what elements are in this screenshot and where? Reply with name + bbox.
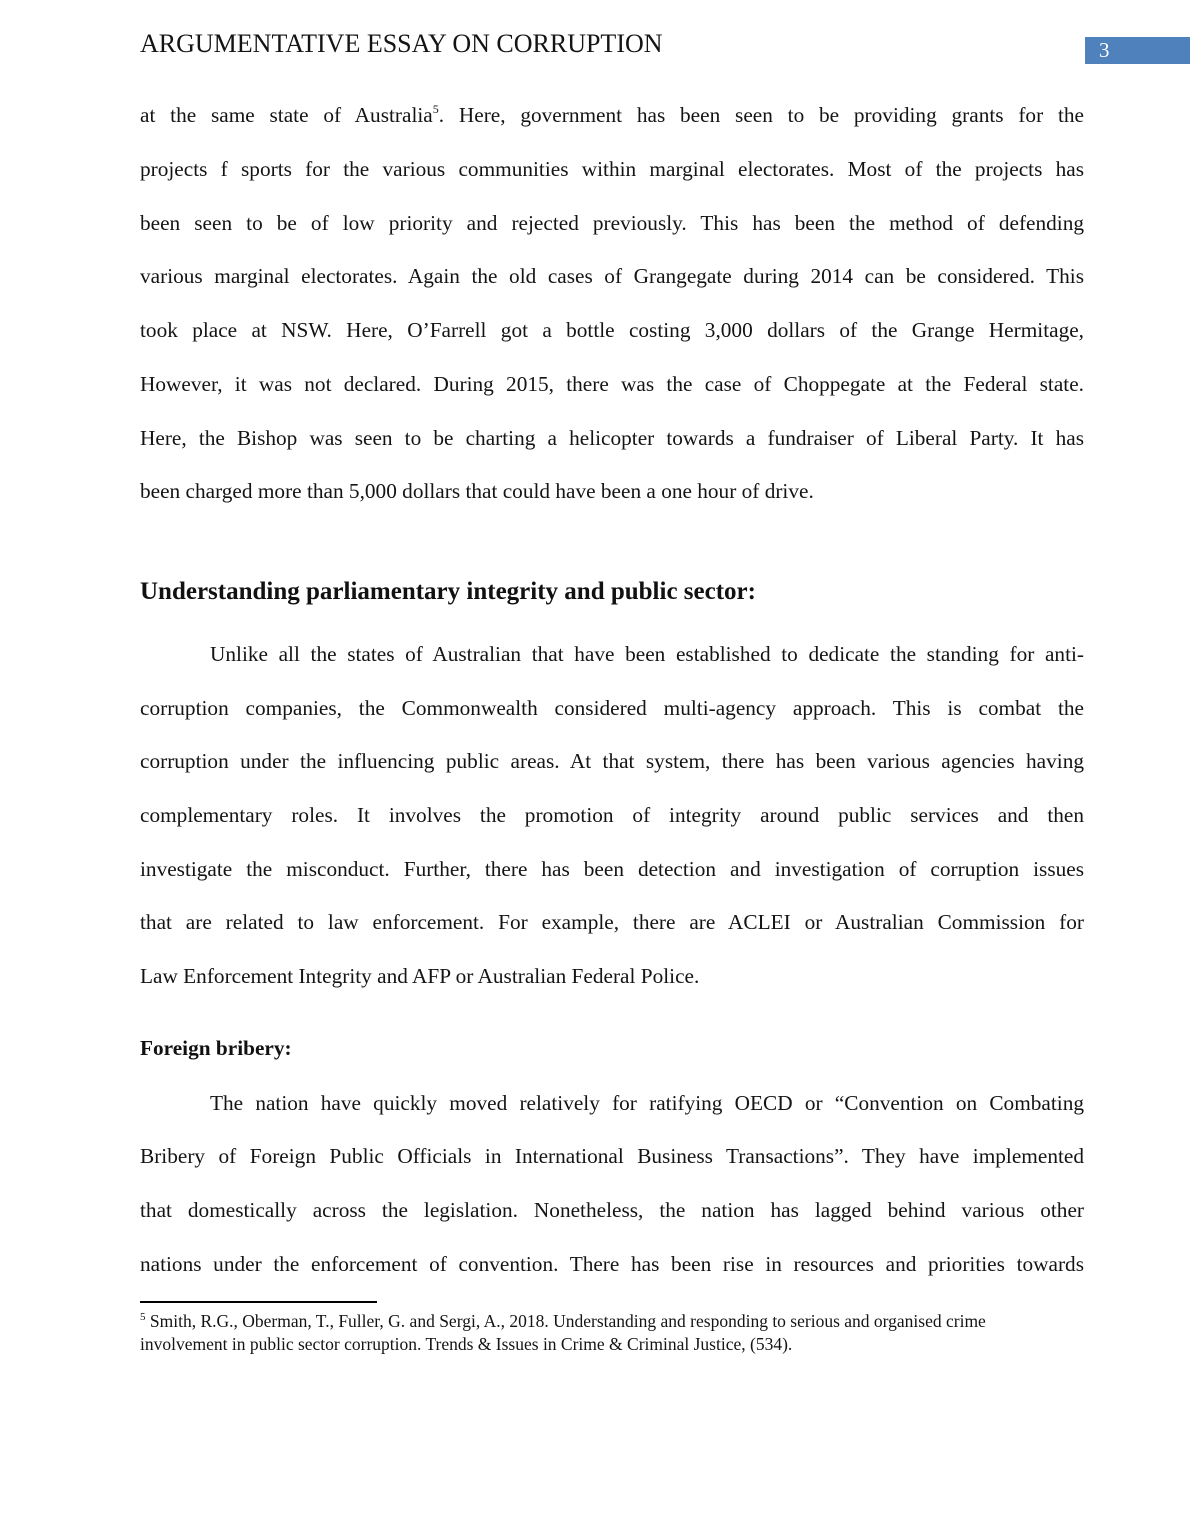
footnote (140, 1310, 1060, 1356)
paragraph-line: corruption under the influencing public areas. At that system, there has been various agencies having (140, 749, 1084, 773)
paragraph-line: investigate the misconduct. Further, there has been detection and investigation of corruption issues (140, 857, 1084, 881)
line-text: . Here, government has been seen to be providing grants for the (438, 103, 1084, 127)
footnote-reference[interactable]: 5 (432, 102, 439, 116)
footnote-marker: 5 (140, 1311, 146, 1323)
paragraph-line: that domestically across the legislation. Nonetheless, the nation has lagged behind various other (140, 1198, 1084, 1222)
paragraph-line: The nation have quickly moved relatively for ratifying OECD or “Convention on Combating (210, 1091, 1084, 1115)
paragraph-line: Unlike all the states of Australian that have been established to dedicate the standing for anti- (210, 642, 1084, 666)
paragraph-line: been charged more than 5,000 dollars that could have been a one hour of drive. (140, 479, 814, 503)
paragraph-line: that are related to law enforcement. For example, there are ACLEI or Australian Commission for (140, 910, 1084, 934)
paragraph-line (140, 101, 1084, 129)
page-number: 3 (1099, 38, 1110, 62)
paragraph-line: been seen to be of low priority and rejected previously. This has been the method of defending (140, 211, 1084, 235)
paragraph-line: Law Enforcement Integrity and AFP or Australian Federal Police. (140, 964, 700, 988)
page-number-badge (1085, 37, 1190, 64)
line-text: at the same state of Australia (140, 103, 433, 127)
paragraph-line: Bribery of Foreign Public Officials in International Business Transactions”. They have implemented (140, 1144, 1084, 1168)
paragraph-line: However, it was not declared. During 2015, there was the case of Choppegate at the Federal state. (140, 372, 1084, 396)
paragraph-line: nations under the enforcement of convention. There has been rise in resources and priorities towards (140, 1252, 1084, 1276)
paragraph-line: took place at NSW. Here, O’Farrell got a bottle costing 3,000 dollars of the Grange Hermitage, (140, 318, 1084, 342)
paragraph-line: complementary roles. It involves the promotion of integrity around public services and then (140, 803, 1084, 827)
subsection-heading: Foreign bribery: (140, 1036, 292, 1060)
paragraph-line: corruption companies, the Commonwealth considered multi-agency approach. This is combat the (140, 696, 1084, 720)
paragraph-line: projects f sports for the various communities within marginal electorates. Most of the projects has (140, 157, 1084, 181)
footnote-text: Smith, R.G., Oberman, T., Fuller, G. and Sergi, A., 2018. Understanding and responding to serious and organised crime involvement in public sector corruption. Trends & Issues in Crime & Criminal Justice, (534). (140, 1311, 986, 1354)
running-header-title: ARGUMENTATIVE ESSAY ON CORRUPTION (140, 29, 663, 58)
section-heading: Understanding parliamentary integrity and public sector: (140, 578, 756, 605)
paragraph-line: various marginal electorates. Again the old cases of Grangegate during 2014 can be considered. This (140, 264, 1084, 288)
footnote-separator (140, 1301, 377, 1303)
paragraph-line: Here, the Bishop was seen to be charting a helicopter towards a fundraiser of Liberal Party. It has (140, 426, 1084, 450)
